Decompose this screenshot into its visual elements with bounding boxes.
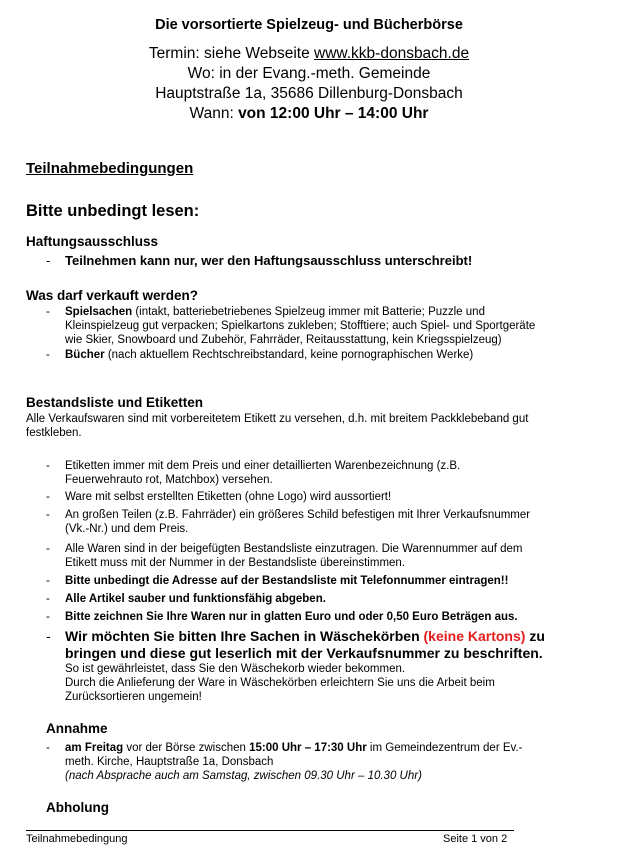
keine-kartons-highlight: (keine Kartons) (423, 628, 526, 644)
buecher-label: Bücher (65, 349, 105, 361)
termin-label: Termin: siehe Webseite (148, 45, 315, 62)
footer-left: Teilnahmebedingung (26, 833, 128, 845)
document-page: Die vorsortierte Spielzeug- und Bücherbörse Termin: siehe Webseite www.kkb-donsbach.de Wo: in der Evang.-meth. Gemeinde Hauptstraße 1a, 35686 Dillenburg-Donsbach Wann: von 12:00 Uhr – 14:00 Uhr Teilnahmebedingungen Bitte unbedingt lesen: Haftungsausschluss - Teilnehmen kann nur, wer den Haftungsausschluss unterschreibt! Was darf verkauft werden? - Spielsachen (intakt, batteriebetriebenes Spielzeug immer mit Batterie; Puzzle und Kleinspielzeug gut verpacken; Spielkartons zukleben; Stofftiere; auch Spiel- und Sportgeräte wie Skier, Snowboard und Zubehör, Fahrräder, Reitausstattung, kein Kriegsspielzeug) - Bücher (nach aktuellem Rechtschreibstandard, keine pornographischen Werke) Bestandsliste und Etiketten Alle Verkaufswaren sind mit vorbereitetem Etikett zu versehen, d.h. mit breitem Packklebeband gut festkleben. - Etiketten immer mit dem Preis und einer detaillierten Warenbezeichnung (z.B. Feuerwehrauto rot, Matchbox) versehen. - Ware mit selbst erstellten Etiketten (ohne Logo) wird aussortiert! - An großen Teilen (z.B. Fahrräder) ein größeres Schild befestigen mit Ihrer Verkaufsnummer (Vk.-Nr.) und dem Preis. - Alle Waren sind in der beigefügten Bestandsliste einzutragen. Die Warennummer auf dem Etikett muss mit der Nummer in der Bestandsliste übereinstimmen. - Bitte unbedingt die Adresse auf der Bestandsliste mit Telefonnummer eintragen!! - Alle Artikel sauber und funktionsfähig abgeben. - Bitte zeichnen Sie Ihre Waren nur in glatten Euro und oder 0,50 Euro Beträgen aus. - Wir möchten Sie bitten Ihre Sachen in Wäschekörben (keine Kartons) zu bringen und diese gut leserlich mit der Verkaufsnummer zu beschriften. So ist gewährleistet, dass Sie den Wäschekorb wieder bekommen. Durch die Anlieferung der Ware in Wäschekörben erleichtern Sie uns die Arbeit beim Zurücksortieren ungemein! Annahme - am Freitag vor der Börse zwischen 15:00 Uhr – 17:30 Uhr im Gemeindezentrum der Ev.- meth. Kirche, Hauptstraße 1a, Donsbach (nach Absprache auch am Samstag, zwischen 09.30 Uhr – 10.30 Uhr) Abholung Teilnahmebedingung Seite 1 von 2 (0, 0, 618, 867)
read-heading: Bitte unbedingt lesen: (26, 202, 200, 220)
spielsachen-label: Spielsachen (65, 306, 133, 318)
wann-line (0, 104, 618, 123)
address-line: Hauptstraße 1a, 35686 Dillenburg-Donsbach (155, 85, 463, 102)
bullet-dash: - (46, 349, 50, 361)
bullet-dash: - (46, 306, 50, 318)
section-title: Teilnahmebedingungen (26, 160, 194, 177)
website-link[interactable]: www.kkb-donsbach.de (314, 45, 470, 62)
abholung-heading: Abholung (46, 800, 109, 815)
document-title: Die vorsortierte Spielzeug- und Bücherbörse (155, 17, 463, 33)
wann-time: von 12:00 Uhr – 14:00 Uhr (238, 105, 429, 122)
bullet-dash: - (46, 253, 51, 268)
verkauf-heading: Was darf verkauft werden? (26, 288, 199, 303)
termin-line (0, 44, 618, 63)
footer-divider (26, 830, 514, 831)
haftung-text: Teilnehmen kann nur, wer den Haftungsausschluss unterschreibt! (65, 253, 473, 268)
wann-label: Wann: (189, 105, 239, 122)
footer-page-number: Seite 1 von 2 (443, 833, 508, 845)
wo-line: Wo: in der Evang.-meth. Gemeinde (187, 65, 431, 82)
bestand-intro: Alle Verkaufswaren sind mit vorbereitetem Etikett zu versehen, d.h. mit breitem Packklebeband gut festkleben. (26, 413, 529, 439)
haftung-heading: Haftungsausschluss (26, 234, 159, 249)
annahme-heading: Annahme (46, 721, 108, 736)
bestand-heading: Bestandsliste und Etiketten (26, 395, 204, 410)
